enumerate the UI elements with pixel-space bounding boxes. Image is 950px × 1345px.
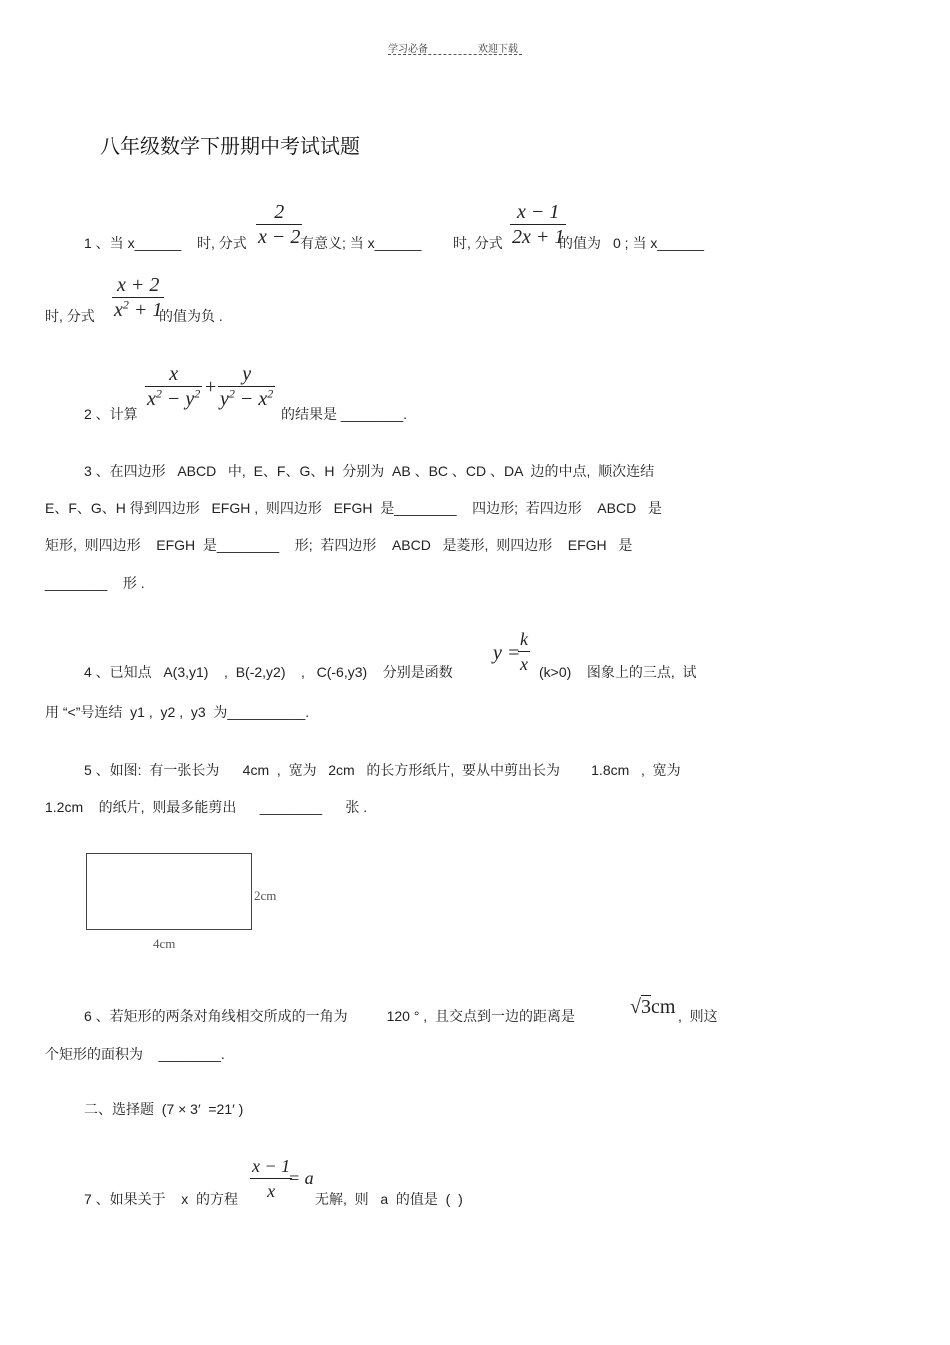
- q3-line-4: ________ 形 .: [45, 575, 145, 591]
- q2-fa-den-b: − y: [161, 388, 195, 410]
- q7-fraction-denominator: x: [267, 1181, 276, 1201]
- q1-fraction-3-denominator: [112, 298, 164, 322]
- q1-text-1: 1 、当 x______: [84, 235, 182, 251]
- q4-fraction-numerator: k: [520, 629, 528, 649]
- q2-fa-den-exp2: 2: [194, 386, 201, 401]
- q7-fraction-numerator: x − 1: [252, 1156, 291, 1176]
- q7-text-1: 7 、如果关于 x 的方程: [84, 1191, 239, 1207]
- q3-line-1: 3 、在四边形 ABCD 中, E、F、G、H 分别为 AB 、BC 、CD 、DA 边的中点, 顺次连结: [84, 463, 655, 479]
- q2-fraction-b: [218, 362, 275, 411]
- q2-fa-den-a: x: [147, 388, 156, 410]
- header-right-text: 欢迎下载: [478, 44, 518, 55]
- q1-text-6: 0 ; 当 x______: [613, 235, 705, 251]
- q2-fb-den-exp2: 2: [267, 386, 274, 401]
- q5-figure-width-label: 4cm: [153, 936, 176, 951]
- q1-line2-text-1: 时, 分式: [45, 308, 95, 324]
- q2-fb-den-b: − x: [234, 388, 268, 410]
- q4-text-1: 4 、已知点 A(3,y1) , B(-2,y2) , C(-6,y3) 分别是函数: [84, 664, 453, 680]
- q4-line-2: 用 “<”号连结 y1 , y2 , y3 为__________.: [45, 704, 310, 720]
- q1-f3-den-exp: 2: [122, 297, 129, 312]
- q4-fraction: [518, 627, 530, 676]
- q6-sqrt-expression: [630, 996, 675, 1019]
- q1-fraction-2-numerator: x − 1: [517, 201, 560, 223]
- q1-text-4: 时, 分式: [453, 235, 503, 251]
- q1-text-2: 时, 分式: [197, 235, 247, 251]
- q2-fraction-b-denominator: [218, 387, 275, 411]
- q2-fraction-a-denominator: [145, 387, 202, 411]
- q6-text-2: , 则这: [678, 1008, 718, 1024]
- q1-fraction-2-denominator: 2x + 1: [512, 226, 565, 248]
- q5-line-2: 1.2cm 的纸片, 则最多能剪出 ________ 张 .: [45, 799, 368, 815]
- q2-fraction-a-numerator: x: [169, 363, 179, 385]
- q1-fraction-2: [510, 200, 566, 249]
- q2-plus-sign: +: [205, 376, 217, 398]
- q7-equals-a: = a: [288, 1168, 314, 1188]
- q1-f3-den-b: + 1: [128, 299, 163, 321]
- q2-fraction-b-numerator: y: [242, 363, 252, 385]
- q1-fraction-1-denominator: x − 2: [258, 226, 301, 248]
- q7-fraction: [250, 1154, 292, 1203]
- q1-fraction-1-numerator: 2: [274, 201, 285, 223]
- section-2-heading: 二、选择题 (7 × 3′ =21′ ): [84, 1101, 244, 1117]
- q6-text-1: 6 、若矩形的两条对角线相交所成的一角为 120 ° , 且交点到一边的距离是: [84, 1008, 575, 1024]
- q2-fa-den-exp1: 2: [155, 386, 162, 401]
- q2-fb-den-exp1: 2: [228, 386, 235, 401]
- header-left-text: 学习必备: [388, 44, 428, 55]
- q1-fraction-3-numerator: x + 2: [117, 274, 160, 296]
- header-divider: [388, 54, 522, 55]
- q3-line-2: E、F、G、H 得到四边形 EFGH , 则四边形 EFGH 是________ 四边形; 若四边形 ABCD 是: [45, 500, 662, 516]
- q1-text-3: 有意义; 当 x______: [300, 235, 422, 251]
- q6-line-2: 个矩形的面积为 ________.: [45, 1046, 225, 1062]
- q2-fraction-a: [145, 362, 202, 411]
- q5-figure-height-label: 2cm: [254, 888, 277, 903]
- q4-text-2: (k>0) 图象上的三点, 试: [539, 664, 697, 680]
- q4-y-equals: y =: [493, 642, 521, 664]
- q1-text-5: 的值为: [559, 235, 601, 251]
- q1-line2-text-2: 的值为负 .: [159, 308, 223, 324]
- q4-fraction-denominator: x: [520, 654, 528, 674]
- q1-f3-den-a: x: [114, 299, 123, 321]
- q5-line-1: 5 、如图: 有一张长为 4cm , 宽为 2cm 的长方形纸片, 要从中剪出长为 1.8cm , 宽为: [84, 762, 681, 778]
- q1-fraction-1: [256, 200, 302, 249]
- q2-fb-den-a: y: [220, 388, 229, 410]
- q5-rectangle-figure: [86, 853, 252, 930]
- q3-line-3: 矩形, 则四边形 EFGH 是________ 形; 若四边形 ABCD 是菱形, 则四边形 EFGH 是: [45, 537, 633, 553]
- q2-text-2: 的结果是 ________.: [281, 406, 408, 422]
- q6-sqrt-unit: cm: [650, 996, 676, 1018]
- sqrt-icon: √: [630, 996, 641, 1018]
- q1-fraction-3: [112, 273, 164, 322]
- q2-text-1: 2 、计算: [84, 406, 138, 422]
- page-title: 八年级数学下册期中考试试题: [100, 134, 360, 158]
- q6-sqrt-value: 3: [640, 996, 651, 1018]
- q7-text-2: 无解, 则 a 的值是 ( ): [315, 1191, 463, 1207]
